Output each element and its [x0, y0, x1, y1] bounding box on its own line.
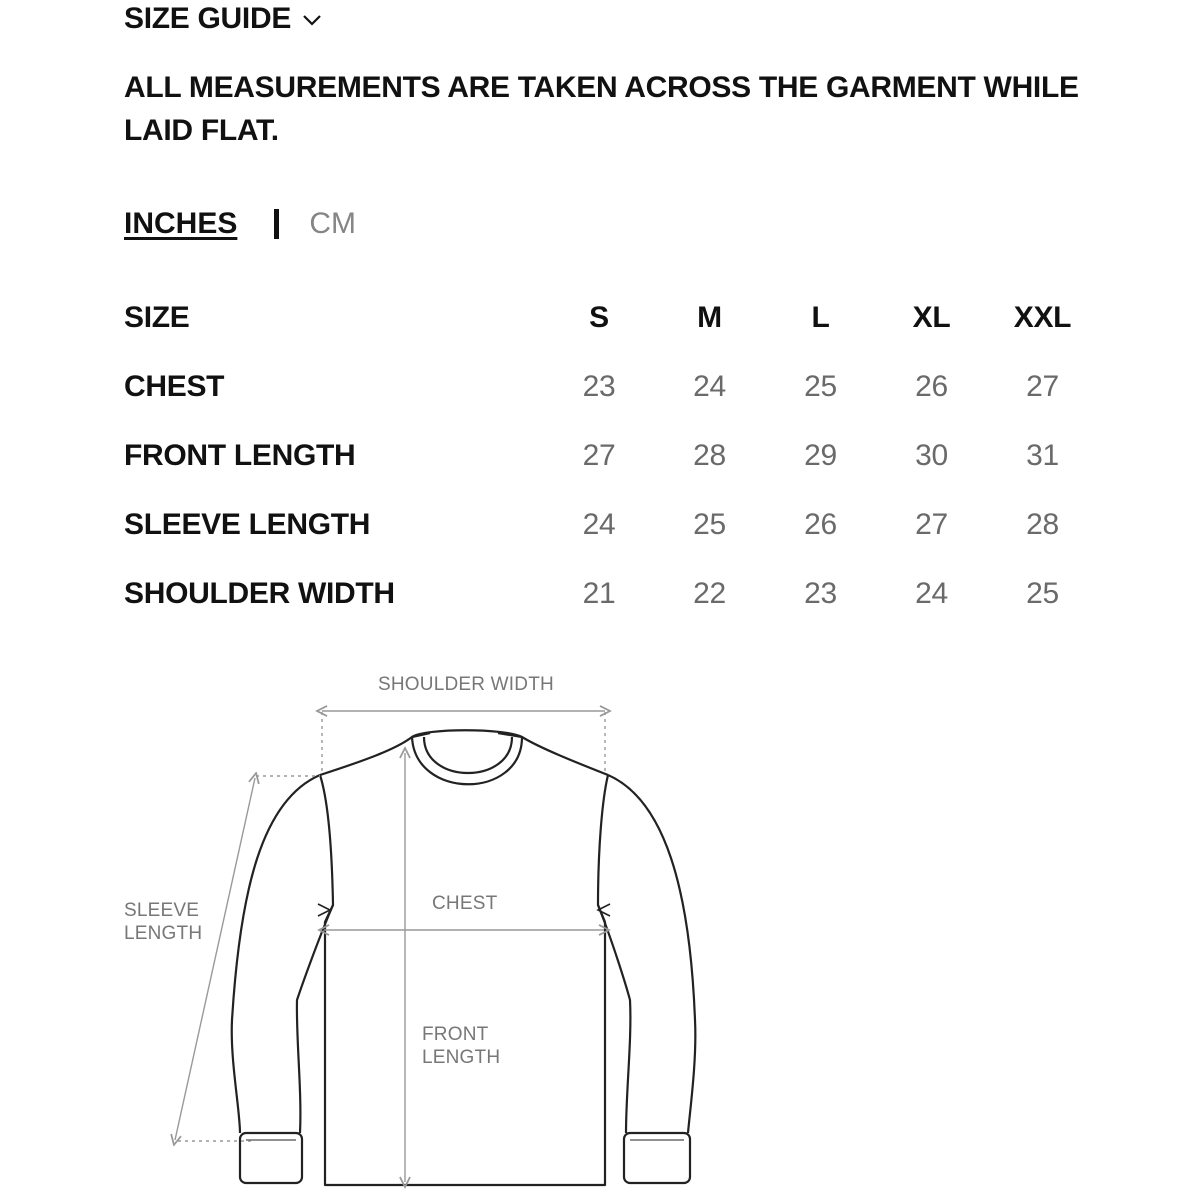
table-cell: 23: [804, 576, 837, 610]
front-length-label-line2: LENGTH: [422, 1047, 501, 1068]
table-row: [124, 352, 1098, 421]
column-header: SIZE: [124, 300, 190, 334]
row-label: SHOULDER WIDTH: [124, 576, 395, 610]
column-header: L: [811, 300, 830, 334]
table-cell: 27: [915, 507, 948, 541]
table-cell: 22: [693, 576, 726, 610]
table-cell: 25: [693, 507, 726, 541]
table-cell: 28: [693, 438, 726, 472]
size-table: [124, 283, 1098, 628]
table-cell: 25: [804, 369, 837, 403]
sweatshirt-outline: [232, 730, 696, 1185]
table-cell: 25: [1026, 576, 1059, 610]
measure-arrows: [175, 711, 605, 1182]
table-header-row: [124, 283, 1098, 352]
table-cell: 24: [693, 369, 726, 403]
column-header: S: [589, 300, 609, 334]
unit-switch: [124, 207, 356, 241]
unit-inches-tab[interactable]: INCHES: [124, 207, 238, 240]
front-length-label-line1: FRONT: [422, 1024, 489, 1045]
size-guide-toggle[interactable]: [124, 2, 323, 36]
unit-cm-tab[interactable]: CM: [309, 207, 357, 240]
row-label: CHEST: [124, 369, 225, 403]
table-row: [124, 421, 1098, 490]
sleeve-length-label: [124, 899, 202, 945]
table-cell: 29: [804, 438, 837, 472]
shoulder-width-label: SHOULDER WIDTH: [378, 674, 554, 695]
size-guide-title: SIZE GUIDE: [124, 2, 292, 35]
table-cell: 24: [915, 576, 948, 610]
chest-label: CHEST: [432, 893, 498, 914]
table-cell: 27: [582, 438, 616, 472]
sleeve-length-label-line1: SLEEVE: [124, 900, 200, 921]
guide-lines: [178, 712, 605, 1141]
table-row: [124, 490, 1098, 559]
table-cell: 31: [1026, 438, 1059, 472]
sleeve-length-label-line2: LENGTH: [124, 923, 203, 944]
column-header: M: [697, 300, 722, 334]
column-header: XXL: [1013, 300, 1072, 334]
table-cell: 24: [582, 507, 616, 541]
front-length-label: [422, 1023, 500, 1069]
row-label: FRONT LENGTH: [124, 438, 356, 472]
table-cell: 21: [582, 576, 616, 610]
row-label: SLEEVE LENGTH: [124, 507, 371, 541]
table-cell: 28: [1026, 507, 1059, 541]
unit-divider: [274, 209, 279, 239]
chevron-down-icon: [301, 12, 323, 28]
column-header: XL: [912, 300, 951, 334]
table-cell: 27: [1026, 369, 1059, 403]
measurement-note: ALL MEASUREMENTS ARE TAKEN ACROSS THE GARMENT WHILE LAID FLAT.: [124, 71, 1079, 147]
table-cell: 26: [915, 369, 948, 403]
table-cell: 30: [915, 438, 948, 472]
table-cell: 26: [804, 507, 837, 541]
table-cell: 23: [582, 369, 616, 403]
sleeve-length-arrow: [175, 778, 255, 1140]
table-row: [124, 559, 1098, 628]
